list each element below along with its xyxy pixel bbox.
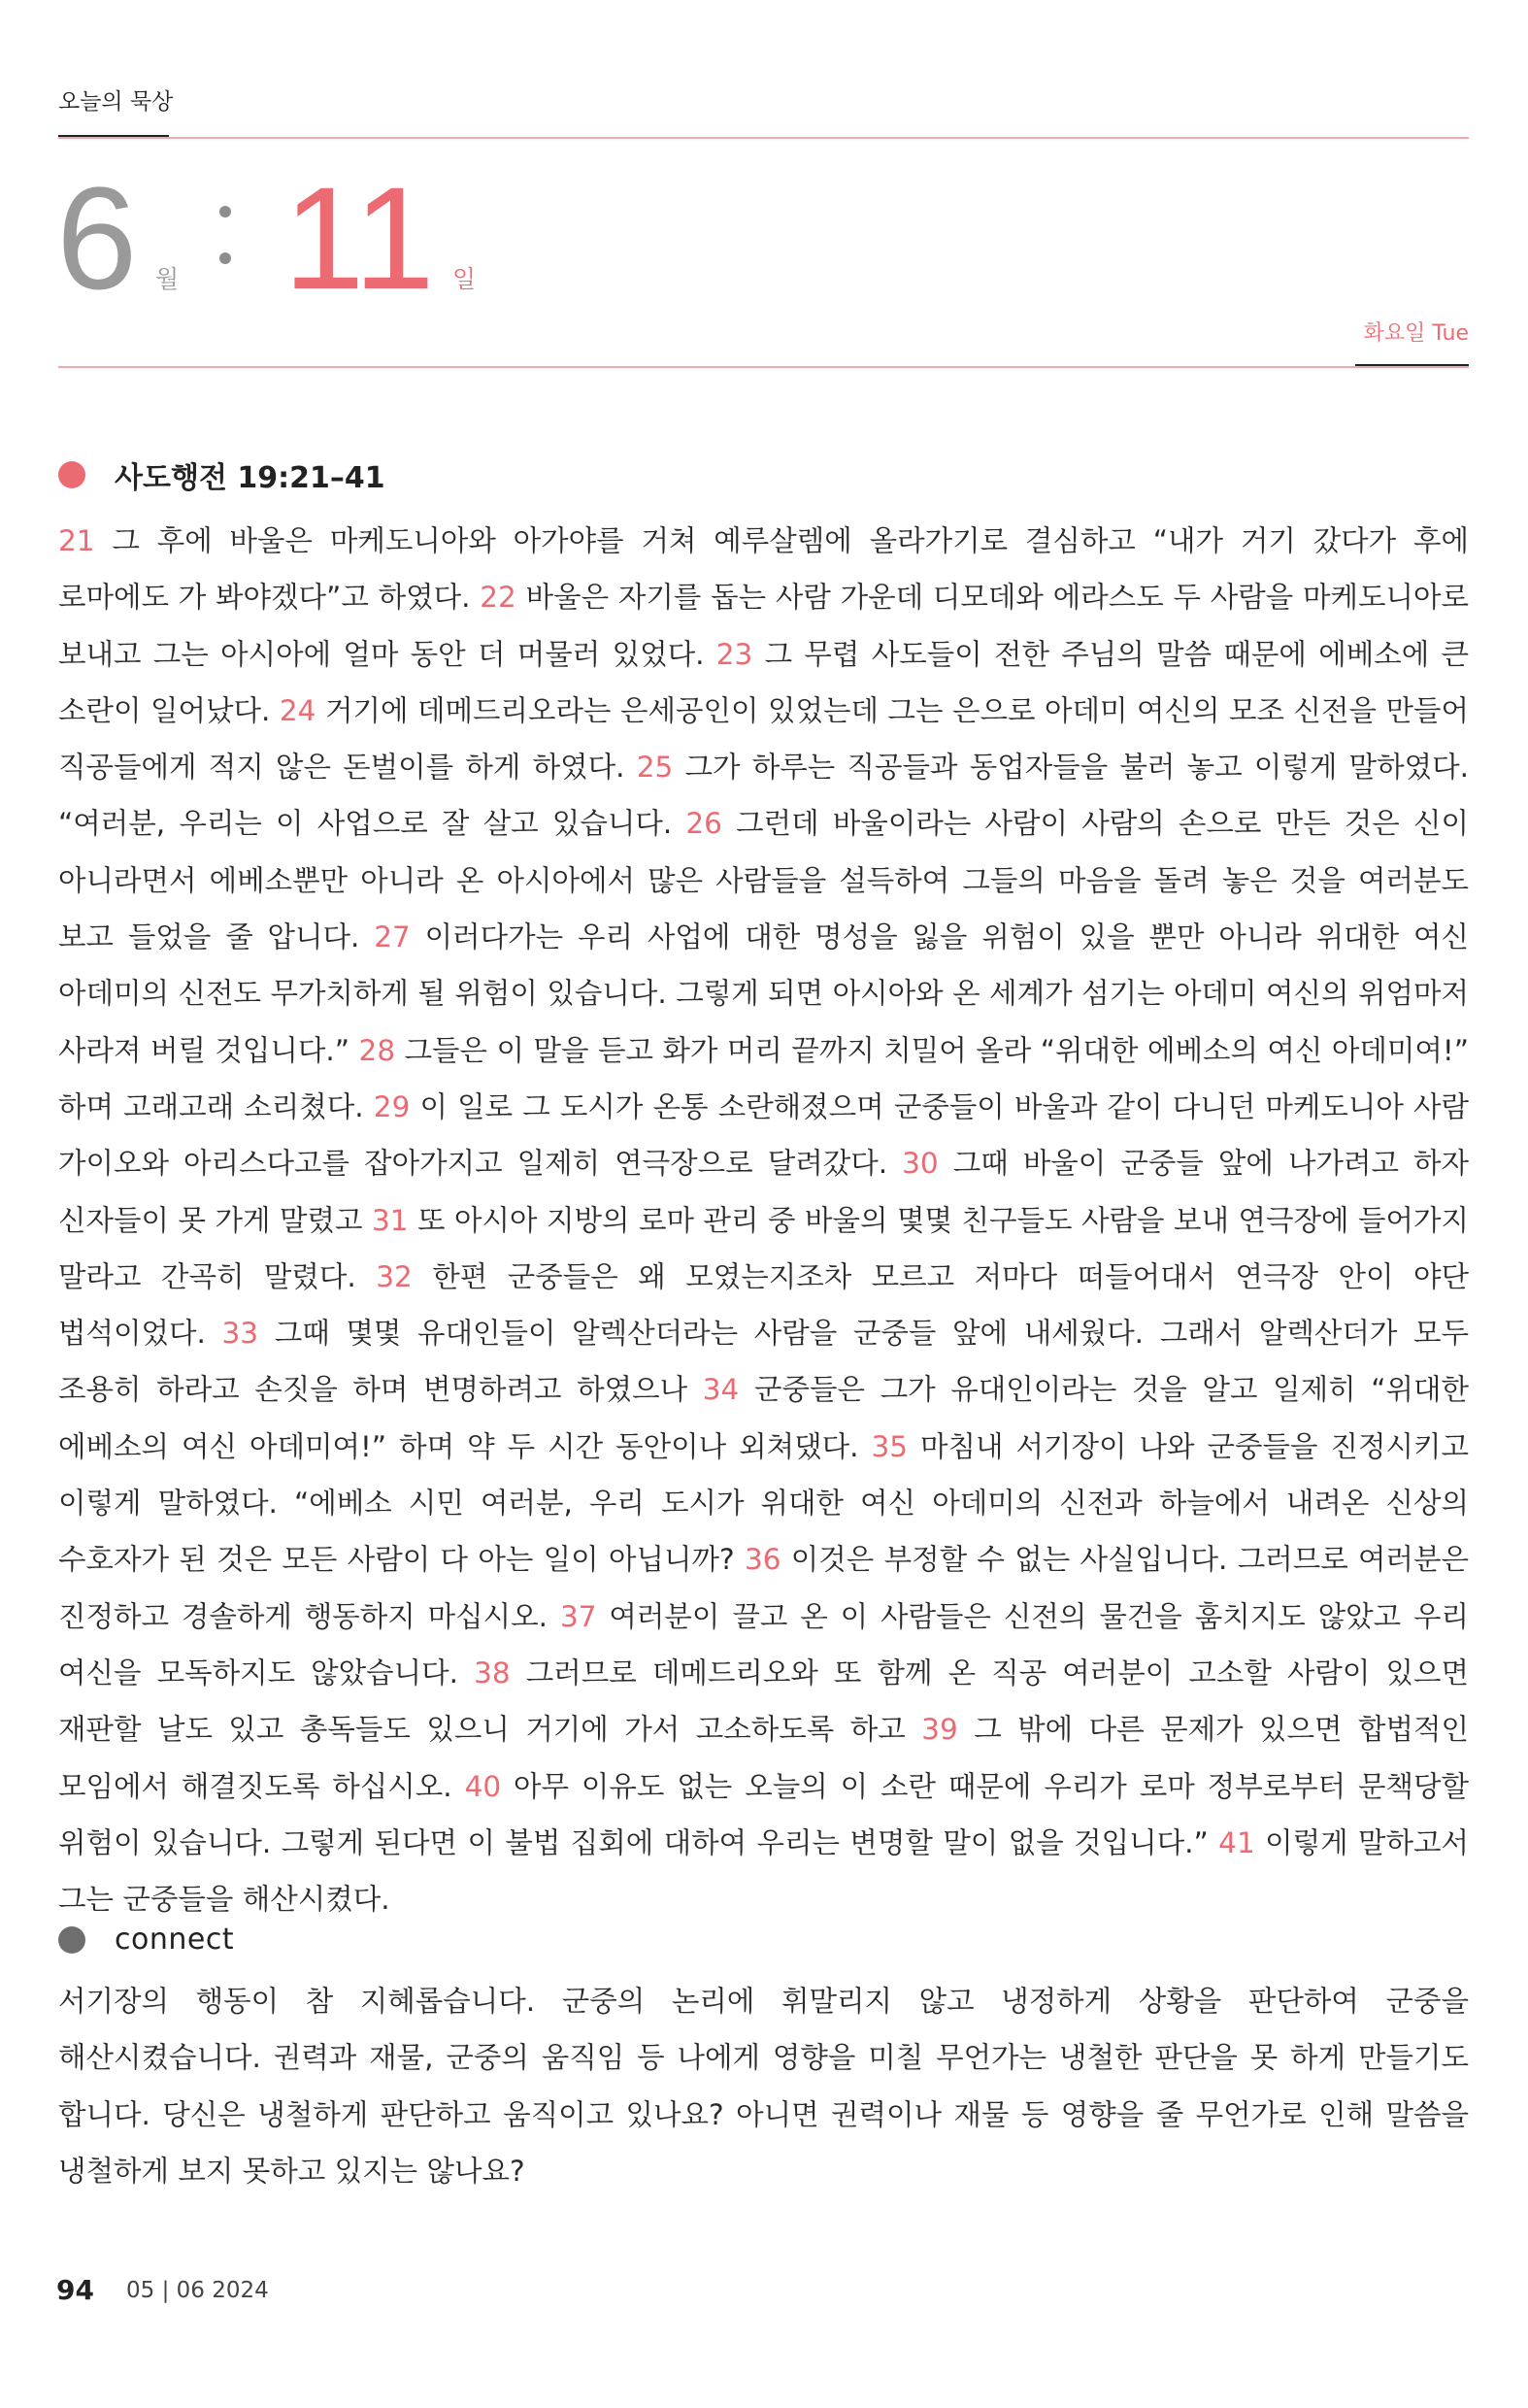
date-colon: [219, 206, 231, 299]
verse-text: 이렇게 말하고서 그는 군중들을 해산시켰다.: [58, 1825, 1470, 1917]
verse-text: 군중들은 그가 유대인이라는 것을 알고 일제히 “위대한 에베소의 여신 아데미여!” 하며 약 두 시간 동안이나 외쳐댔다.: [58, 1373, 1469, 1463]
verse-number: 32: [376, 1259, 413, 1293]
verse-text: 그런데 바울이라는 사람이 사람의 손으로 만든 것은 신이 아니라면서 에베소뿐만 아니라 온 아시아에서 많은 사람들을 설득하여 그들의 마음을 돌려 놓은 것을 여러분도 보고 들었을 줄 압니다.: [58, 807, 1470, 954]
verse-text: 바울은 자기를 돕는 사람 가운데 디모데와 에라스도 두 사람을 마케도니아로 보내고 그는 아시아에 얼마 동안 더 머물러 있었다.: [58, 581, 1469, 671]
verse-number: 36: [744, 1543, 781, 1577]
verse-number: 22: [480, 581, 516, 615]
verse-number: 37: [559, 1599, 597, 1633]
verse-number: 41: [1218, 1825, 1255, 1859]
issue-date: 05 | 06 2024: [126, 2278, 269, 2303]
connect-title: connect: [115, 1923, 235, 1956]
day-unit: 일: [452, 265, 477, 293]
verse-text: 이 일로 그 도시가 온통 소란해졌으며 군중들이 바울과 같이 다니던 마케도니아 사람 가이오와 아리스다고를 잡아가지고 일제히 연극장으로 달려갔다.: [58, 1089, 1469, 1181]
bullet-dot-icon: [58, 1926, 85, 1954]
scripture-text: [58, 513, 1469, 1927]
verse-text: 또 아시아 지방의 로마 관리 중 바울의 몇몇 친구들도 사람을 보내 연극장에 들어가지 말라고 간곡히 말렸다.: [58, 1203, 1469, 1293]
day-number: 11: [283, 156, 435, 319]
verse-text: 그러므로 데메드리오와 또 함께 온 직공 여러분이 고소할 사람이 있으면 재판할 날도 있고 총독들도 있으니 거기에 가서 고소하도록 하고: [58, 1656, 1469, 1747]
verse-number: 29: [373, 1089, 411, 1123]
verse-number: 26: [685, 807, 722, 841]
verse-text: 그때 바울이 군중들 앞에 나가려고 하자 신자들이 못 가게 말렸고: [58, 1147, 1470, 1237]
verse-text: 그 밖에 다른 문제가 있으면 합법적인 모임에서 해결짓도록 하십시오.: [58, 1713, 1469, 1803]
scripture-heading: [58, 453, 385, 496]
scripture-reference: 사도행전 19:21–41: [115, 461, 385, 495]
verse-number: 31: [372, 1203, 409, 1237]
verse-text: 그들은 이 말을 듣고 화가 머리 끝까지 치밀어 올라 “위대한 에베소의 여신 아데미여!” 하며 고래고래 소리쳤다.: [58, 1033, 1469, 1123]
verse-number: 27: [374, 920, 411, 954]
connect-text: 서기장의 행동이 참 지혜롭습니다. 군중의 논리에 휘말리지 않고 냉정하게 상황을 판단하여 군중을 해산시켰습니다. 권력과 재물, 군중의 움직임 등 나에게 영향을 미칠 무언가는 냉철한 판단을 못 하게 만들기도 합니다. 당신은 냉철하게 판단하고 움직이고 있나요? 아니면 권력이나 재물 등 영향을 줄 무언가로 인해 말씀을 냉철하게 보지 못하고 있지는 않나요?: [58, 1985, 1469, 2188]
month-number: 6: [56, 156, 138, 319]
verse-text: 이러다가는 우리 사업에 대한 명성을 잃을 위험이 있을 뿐만 아니라 위대한 여신 아데미의 신전도 무가치하게 될 위험이 있습니다. 그렇게 되면 아시아와 온 세계가 섬기는 아데미 여신의 위엄마저 사라져 버릴 것입니다.”: [58, 920, 1470, 1067]
verse-number: 23: [715, 637, 753, 671]
verse-text: 거기에 데메드리오라는 은세공인이 있었는데 그는 은으로 아데미 여신의 모조 신전을 만들어 직공들에게 적지 않은 돈벌이를 하게 하였다.: [58, 693, 1469, 785]
verse-text: 그 후에 바울은 마케도니아와 아가야를 거쳐 예루살렘에 올라가기로 결심하고 “내가 거기 갔다가 후에 로마에도 가 봐야겠다”고 하였다.: [58, 524, 1469, 615]
verse-number: 34: [702, 1373, 740, 1407]
verse-text: 이것은 부정할 수 없는 사실입니다. 그러므로 여러분은 진정하고 경솔하게 행동하지 마십시오.: [58, 1543, 1469, 1633]
verse-number: 33: [221, 1317, 259, 1351]
verse-text: 마침내 서기장이 나와 군중들을 진정시키고 이렇게 말하였다. “에베소 시민 여러분, 우리 도시가 위대한 여신 아데미의 신전과 하늘에서 내려온 신상의 수호자가 된 것은 모든 사람이 다 아는 일이 아닙니까?: [58, 1429, 1469, 1577]
verse-number: 28: [358, 1033, 396, 1067]
top-divider: [58, 137, 1469, 139]
bullet-dot-icon: [58, 461, 85, 488]
connect-heading: [58, 1923, 234, 1956]
page-number: 94: [56, 2274, 94, 2306]
verse-number: 40: [464, 1769, 502, 1803]
verse-number: 24: [279, 693, 316, 727]
section-label: 오늘의 묵상: [58, 89, 174, 115]
verse-text: 아무 이유도 없는 오늘의 이 소란 때문에 우리가 로마 정부로부터 문책당할 위험이 있습니다. 그렇게 된다면 이 불법 집회에 대하여 우리는 변명할 말이 없을 것입니다.”: [58, 1769, 1469, 1859]
verse-text: 그때 몇몇 유대인들이 알렉산더라는 사람을 군중들 앞에 내세웠다. 그래서 알렉산더가 모두 조용히 하라고 손짓을 하며 변명하려고 하였으나: [58, 1317, 1469, 1407]
verse-text: 한편 군중들은 왜 모였는지조차 모르고 저마다 떠들어대서 연극장 안이 야단 법석이었다.: [58, 1259, 1469, 1351]
verse-number: 35: [871, 1429, 909, 1463]
verse-number: 25: [636, 751, 674, 785]
verse-number: 30: [902, 1147, 939, 1181]
verse-number: 39: [921, 1713, 958, 1747]
weekday-label: 화요일 Tue: [1363, 321, 1469, 346]
month-unit: 월: [155, 265, 180, 293]
verse-text: 여러분이 끌고 온 이 사람들은 신전의 물건을 훔치지도 않았고 우리 여신을 모독하지도 않았습니다.: [58, 1599, 1469, 1689]
verse-number: 21: [58, 524, 95, 557]
verse-number: 38: [474, 1656, 511, 1689]
verse-text: 그 무렵 사도들이 전한 주님의 말씀 때문에 에베소에 큰 소란이 일어났다.: [58, 637, 1469, 727]
header-divider: [58, 366, 1469, 368]
verse-text: 그가 하루는 직공들과 동업자들을 불러 놓고 이렇게 말하였다. “여러분, 우리는 이 사업으로 잘 살고 있습니다.: [58, 751, 1469, 841]
